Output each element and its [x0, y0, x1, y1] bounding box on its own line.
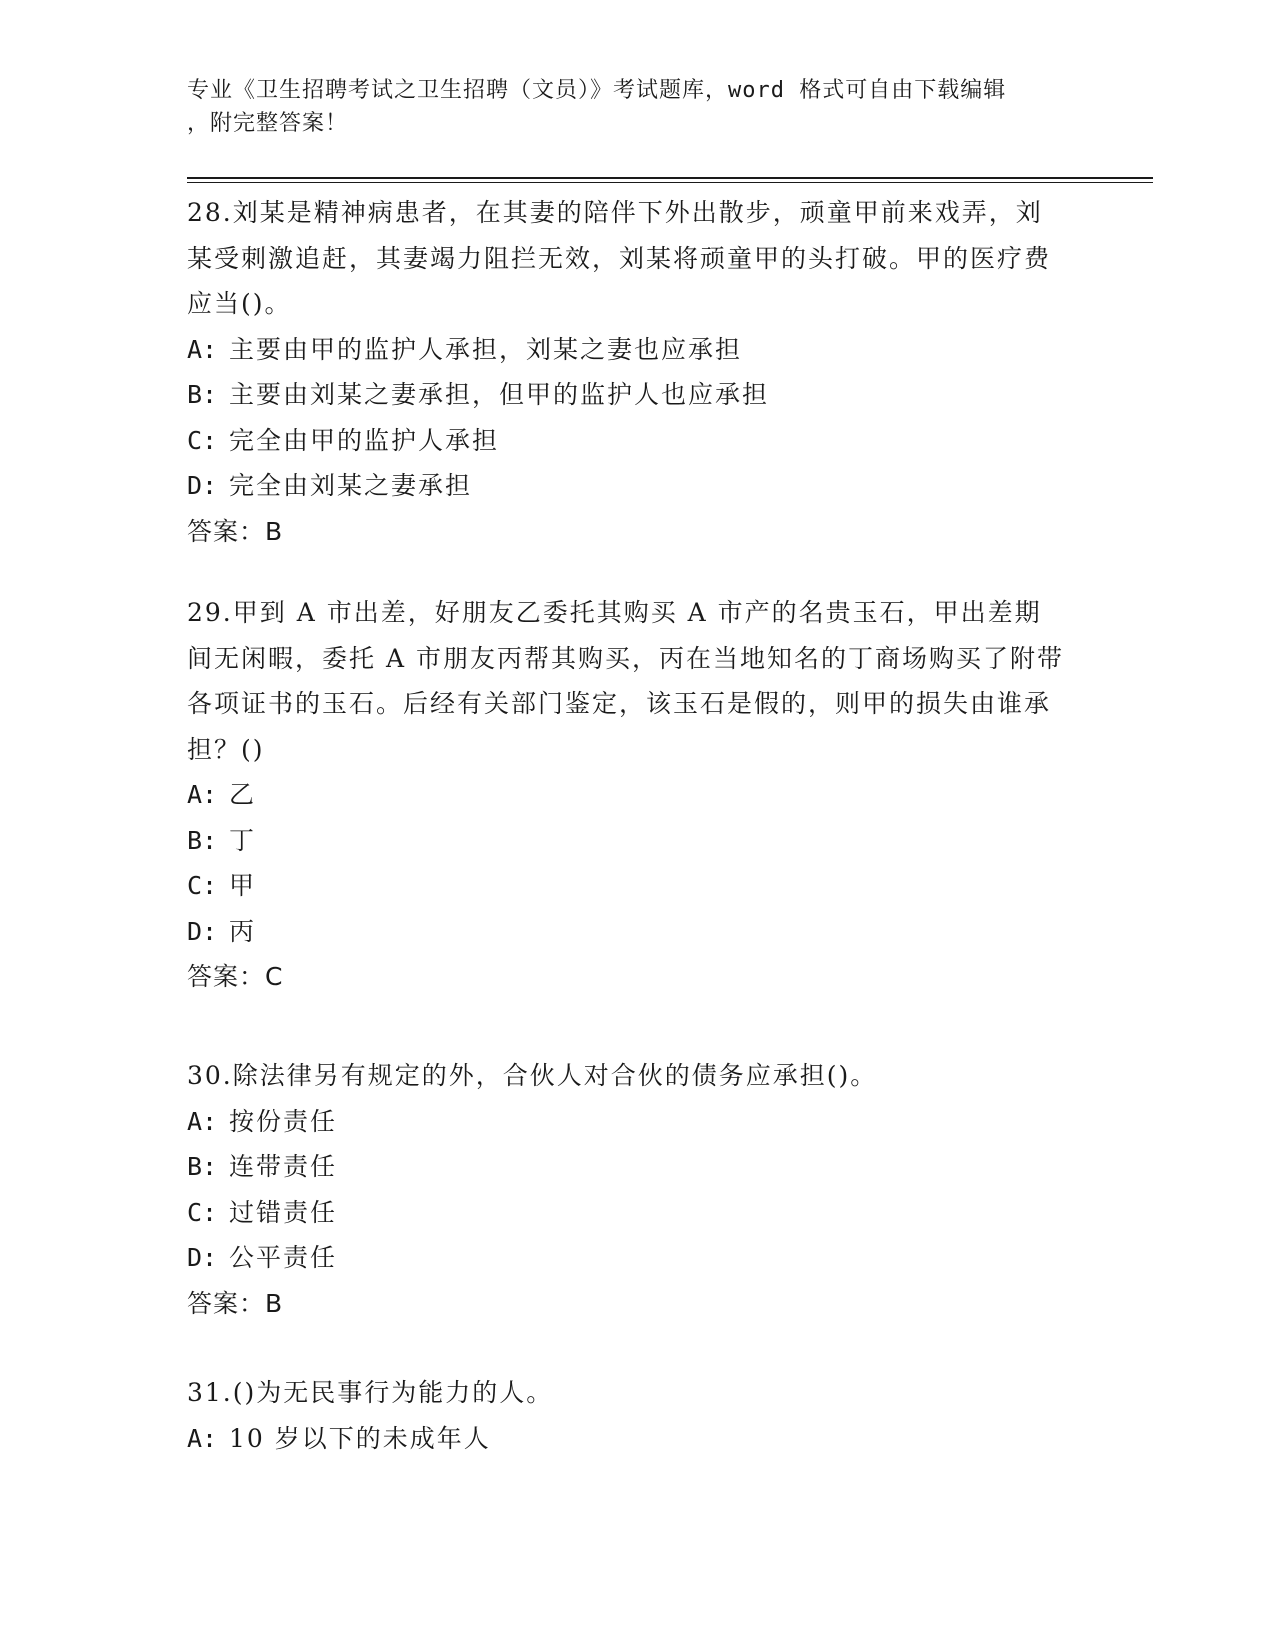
option-c — [187, 1190, 1067, 1236]
option-text: 主要由甲的监护人承担，刘某之妻也应承担 — [229, 334, 743, 364]
option-letter: A: — [187, 780, 218, 809]
question-stem: 30.除法律另有规定的外，合伙人对合伙的债务应承担()。 — [187, 1061, 878, 1090]
answer: 答案：B — [187, 516, 284, 546]
option-text: 过错责任 — [229, 1197, 338, 1227]
header-divider-thin — [187, 182, 1153, 183]
option-text: 连带责任 — [229, 1152, 338, 1181]
option-d — [187, 463, 1067, 509]
option-letter: B: — [187, 825, 218, 855]
option-letter: A: — [187, 1106, 218, 1136]
option-text: 丁 — [229, 825, 257, 855]
option-letter: C: — [187, 871, 218, 900]
option-d — [187, 1235, 1067, 1281]
document-header — [187, 74, 1067, 140]
header-divider — [187, 177, 1153, 179]
option-text: 乙 — [229, 780, 257, 809]
option-text: 丙 — [229, 916, 257, 946]
option-letter: D: — [187, 1243, 218, 1272]
question-29 — [187, 590, 1067, 1000]
question-30 — [187, 1053, 1067, 1326]
option-d — [187, 909, 1067, 955]
option-c — [187, 863, 1067, 909]
option-c — [187, 418, 1067, 464]
option-a — [187, 1416, 1067, 1462]
option-letter: D: — [187, 916, 218, 946]
question-stem: 29.甲到 A 市出差，好朋友乙委托其购买 A 市产的名贵玉石，甲出差期间无闲暇，委托 A 市朋友丙帮其购买，丙在当地知名的丁商场购买了附带各项证书的玉石。后经有关部门鉴定，该玉石是假的，则甲的损失由谁承担？() — [187, 598, 1064, 764]
question-stem: 28.刘某是精神病患者，在其妻的陪伴下外出散步，顽童甲前来戏弄，刘某受刺激追赶，其妻竭力阻拦无效，刘某将顽童甲的头打破。甲的医疗费应当()。 — [187, 198, 1052, 318]
option-letter: D: — [187, 471, 218, 500]
option-a — [187, 327, 1067, 373]
option-text: 甲 — [229, 871, 257, 900]
option-text: 主要由刘某之妻承担，但甲的监护人也应承担 — [229, 380, 770, 409]
option-a — [187, 1099, 1067, 1145]
option-text: 完全由甲的监护人承担 — [229, 425, 500, 455]
option-text: 完全由刘某之妻承担 — [229, 471, 473, 500]
option-letter: C: — [187, 1197, 218, 1227]
option-b — [187, 372, 1067, 418]
option-letter: A: — [187, 1423, 218, 1453]
option-letter: B: — [187, 380, 218, 409]
option-text: 公平责任 — [229, 1243, 338, 1272]
answer: 答案：C — [187, 962, 284, 991]
header-line-1: 专业《卫生招聘考试之卫生招聘（文员）》考试题库，word 格式可自由下载编辑 — [187, 78, 1007, 103]
option-letter: C: — [187, 425, 218, 455]
option-text: 10 岁以下的未成年人 — [229, 1423, 491, 1453]
option-letter: B: — [187, 1152, 218, 1181]
option-b — [187, 1144, 1067, 1190]
option-b — [187, 818, 1067, 864]
answer: 答案：B — [187, 1288, 284, 1318]
option-a — [187, 772, 1067, 818]
question-stem: 31.()为无民事行为能力的人。 — [187, 1378, 554, 1407]
question-28 — [187, 190, 1067, 554]
option-letter: A: — [187, 334, 218, 364]
option-text: 按份责任 — [229, 1106, 338, 1136]
header-line-2: ，附完整答案！ — [187, 111, 349, 136]
question-31 — [187, 1370, 1067, 1461]
